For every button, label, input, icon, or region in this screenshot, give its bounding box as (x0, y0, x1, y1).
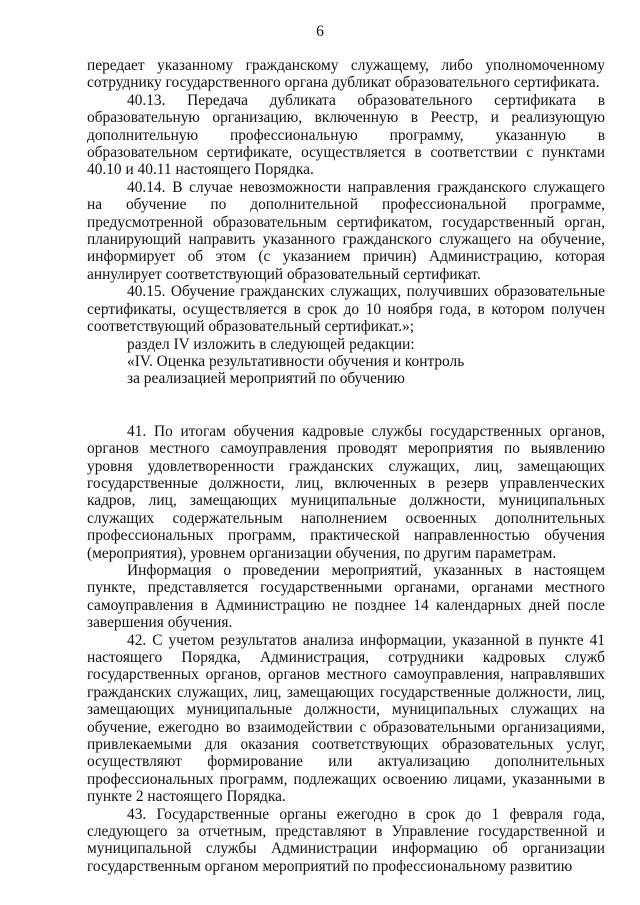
document-body (87, 57, 605, 875)
paragraph-continuation: передает указанному гражданскому служащему, либо уполномоченному сотруднику государственного органа дубликат образовательного сертификата. (87, 57, 605, 92)
paragraph-43: 43. Государственные органы ежегодно в срок до 1 февраля года, следующего за отчетным, представляют в Управление государственной и муниципальной службы Администрации информацию об организации государственным органом мероприятий по профессиональному развитию (87, 805, 605, 875)
paragraph-40-15: 40.15. Обучение гражданских служащих, получивших образовательные сертификаты, осуществляется в срок до 10 ноября года, в котором получен соответствующий образовательный сертификат.»; (87, 283, 605, 336)
section-heading-line-2: за реализацией мероприятий по обучению (127, 370, 405, 388)
paragraph-40-13: 40.13. Передача дубликата образовательного сертификата в образовательную организацию, включенную в Реестр, и реализующую дополнительную профессиональную программу, указанную в образовательном сертификате, осуществляется в соответствии с пунктами 40.10 и 40.11 настоящего Порядка. (87, 91, 605, 179)
heading-spacer (87, 388, 605, 423)
section-heading-line-1: «IV. Оценка результативности обучения и контроль (127, 352, 465, 370)
paragraph-41: 41. По итогам обучения кадровые службы государственных органов, органов местного самоуправления проводят мероприятия по выявлению уровня удовлетворенности гражданских служащих, лиц, замещающих государственные должности, лиц, включенных в резерв управленческих кадров, лиц, замещающих муниципальные должности, муниципальных служащих содержательным наполнением освоенных дополнительных профессиональных программ, практической направленностью обучения (мероприятия), уровнем организации обучения, по другим параметрам. (87, 422, 605, 562)
paragraph-41-info: Информация о проведении мероприятий, указанных в настоящем пункте, представляется государственными органами, органами местного самоуправления в Администрацию не позднее 14 календарных дней после завершения обучения. (87, 561, 605, 632)
paragraph-40-14: 40.14. В случае невозможности направления гражданского служащего на обучение по дополнительной профессиональной программе, предусмотренной образовательным сертификатом, государственный орган, планирующий направить указанного гражданского служащего на обучение, информирует об этом (с указанием причин) Администрацию, которая аннулирует соответствующий образовательный сертификат. (87, 178, 605, 283)
paragraph-section-iv-intro: раздел IV изложить в следующей редакции: (127, 335, 415, 353)
paragraph-42: 42. С учетом результатов анализа информации, указанной в пункте 41 настоящего Порядка, Администрация, сотрудники кадровых служб государственных органов, органов местного самоуправления, направлявших гражданских служащих, лиц, замещающих государственные должности, лиц, замещающих муниципальные должности, муниципальных служащих на обучение, ежегодно во взаимодействии с образовательными организациями, привлекаемыми для оказания соответствующих образовательных услуг, осуществляют формирование или актуализацию дополнительных профессиональных программ, подлежащих освоению лицами, указанными в пункте 2 настоящего Порядка. (87, 631, 605, 806)
page-number: 6 (316, 23, 324, 40)
